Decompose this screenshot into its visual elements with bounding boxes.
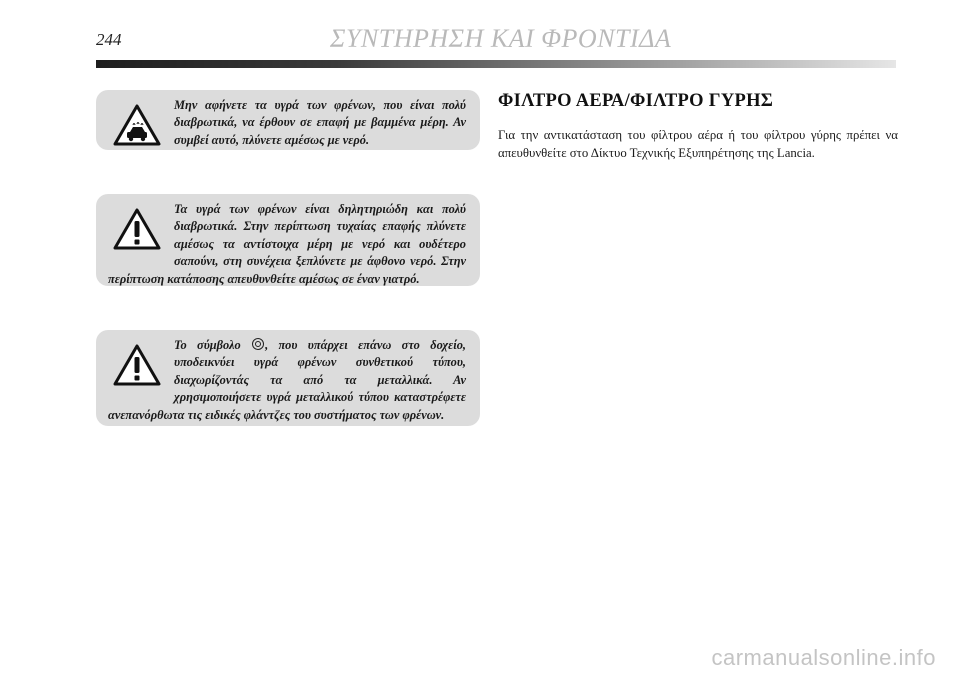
warning-text: Τα υγρά των φρένων είναι δηλητηριώδη και πολύ διαβρωτικά. Στην περίπτωση τυχαίας επαφής πλύνετε αμέσως τα αντίστοιχα μέρη με νερό και ουδέτερο σαπούνι, στη συνέχεια ξεπλύνετε με άφθονο νερό. Στην περίπτωση κατάποσης απευθυνθείτε αμέσως σε έναν γιατρό. — [108, 202, 466, 286]
warning-box-paint-corrosion — [96, 90, 480, 150]
header-rule — [96, 60, 896, 68]
exclamation-triangle-icon — [108, 340, 166, 390]
warning-text: Μην αφήνετε τα υγρά των φρένων, που είναι πολύ διαβρωτικά, να έρθουν σε επαφή με βαμμένα μέρη. Αν συμβεί αυτό, πλύνετε αμέσως με νερό. — [174, 98, 466, 147]
warning-box-synthetic-fluid — [96, 330, 480, 426]
section-title: ΦΙΛΤΡΟ ΑΕΡΑ/ΦΙΛΤΡΟ ΓΥΡΗΣ — [498, 91, 774, 111]
page-number: 244 — [96, 30, 122, 49]
running-title: ΣΥΝΤΗΡΗΣΗ ΚΑΙ ΦΡΟΝΤΙΔΑ — [330, 24, 672, 53]
watermark: carmanualsonline.info — [711, 645, 936, 670]
warning-text-end: , που υπάρχει επάνω στο δοχείο, υποδεικνύει υγρά φρένων συνθετικού τύπου, διαχωρίζοντάς τα από τα μεταλλικά. Αν χρησιμοποιήσετε υγρά μεταλλικού τύπου καταστρέφετε ανεπανόρθωτα τις ειδικές φλάντζες του συστήματος των φρένων. — [108, 338, 466, 422]
exclamation-triangle-icon — [108, 204, 166, 254]
corroded-car-warning-icon — [108, 100, 166, 150]
warning-box-toxic-fluid — [96, 194, 480, 286]
synthetic-fluid-symbol-icon — [252, 338, 264, 350]
warning-text-start: Το σύμβολο — [174, 338, 241, 352]
section-body: Για την αντικατάσταση του φίλτρου αέρα ή του φίλτρου γύρης πρέπει να απευθυνθείτε στο Δίκτυο Τεχνικής Εξυπηρέτησης της Lancia. — [498, 128, 898, 160]
